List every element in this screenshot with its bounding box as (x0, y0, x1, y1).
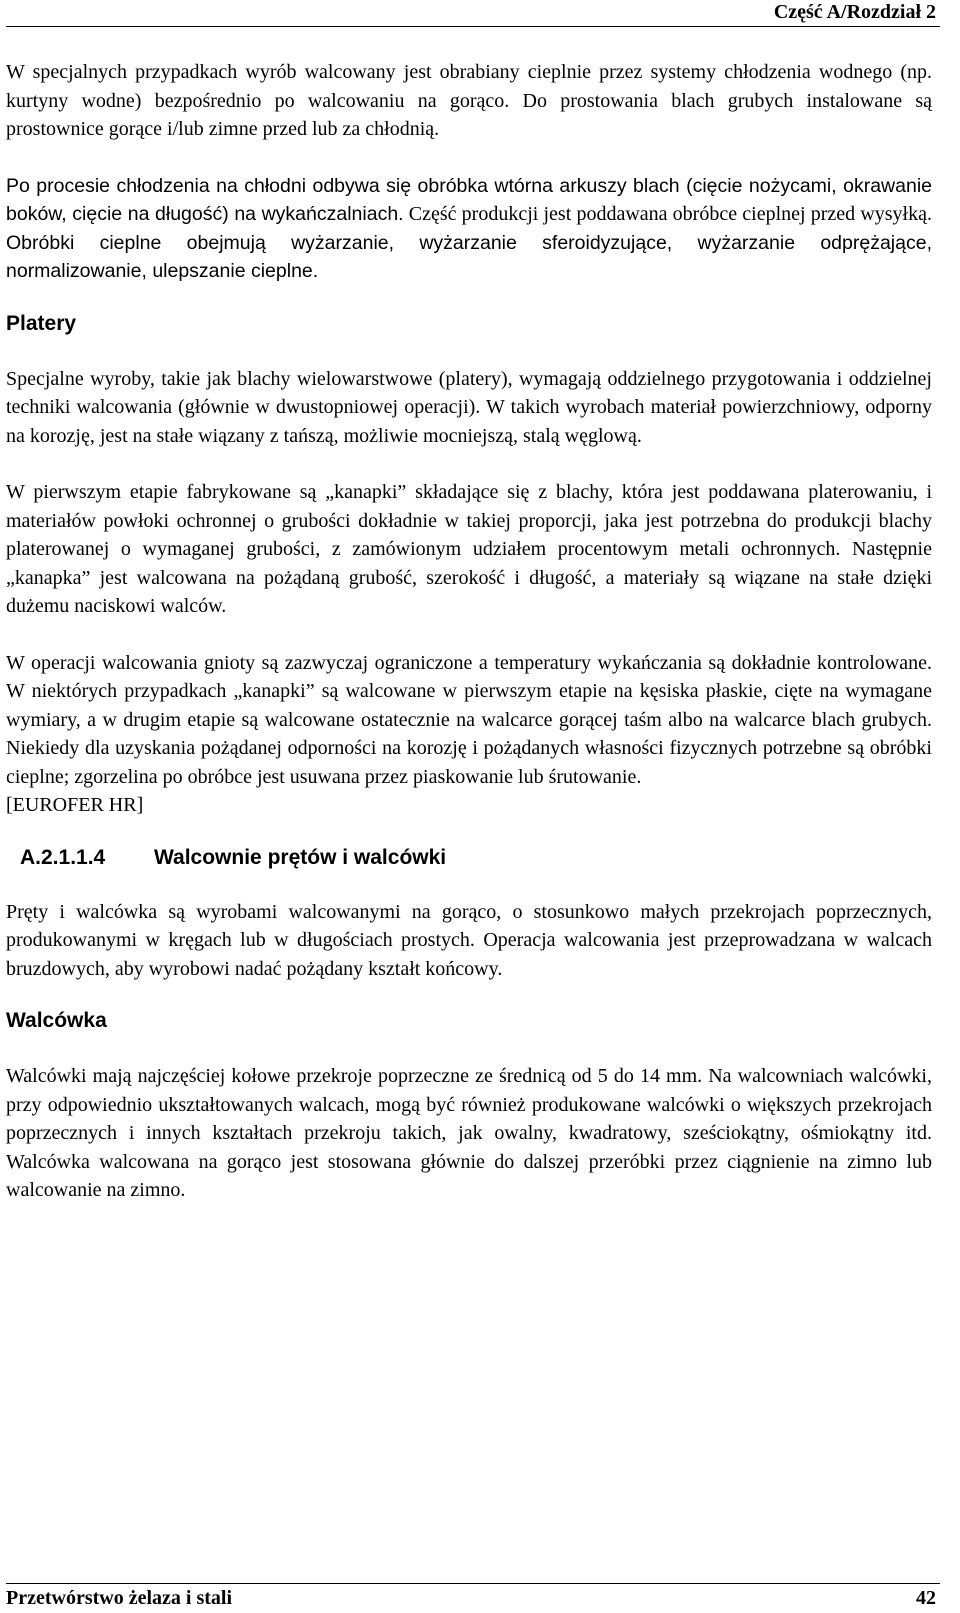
paragraph-finishing-sans: Po procesie chłodzenia na chłodni odbywa się obróbka wtórna arkuszy blach (cięcie nożycami, okrawanie boków, cięcie na długość) na wykańczalniach. (6, 174, 932, 225)
footer-rule (6, 1583, 940, 1584)
paragraph-platery: Specjalne wyroby, takie jak blachy wielowarstwowe (platery), wymagają oddzielnego przygotowania i oddzielnej techniki walcowania (głównie w dwustopniowej operacji). W takich wyrobach materiał powierzchniowy, odporny na korozję, jest na stałe wiązany z tańszą, możliwie mocniejszą, stalą węglową. (6, 367, 932, 447)
running-header: Część A/Rozdział 2 (773, 1, 936, 23)
heading-platery: Platery (6, 311, 77, 335)
section-title: Walcownie prętów i walcówki (154, 845, 447, 869)
paragraph-finishing (6, 172, 932, 286)
paragraph-cooling: W specjalnych przypadkach wyrób walcowany jest obrabiany cieplnie przez systemy chłodzenia wodnego (np. kurtyny wodne) bezpośrednio po walcowaniu na gorąco. Do prostowania blach grubych instalowane są prostownice gorące i/lub zimne przed lub za chłodnią. (6, 61, 932, 140)
section-heading (6, 844, 932, 872)
header-rule (6, 26, 940, 27)
paragraph-finishing-sans-2: Obróbki cieplne obejmują wyżarzanie, wyżarzanie sferoidyzujące, wyżarzanie odprężające, normalizowanie, ulepszanie cieplne. (6, 231, 932, 282)
footer-title: Przetwórstwo żelaza i stali (6, 1587, 233, 1609)
paragraph-finishing-serif-1: Część produkcji jest poddawana obróbce cieplnej przed wysyłką. (403, 203, 932, 225)
reference-eurofer: [EUROFER HR] (6, 794, 144, 816)
paragraph-sandwich: W pierwszym etapie fabrykowane są „kanapki” składające się z blachy, która jest poddawana platerowaniu, i materiałów powłoki ochronnej o grubości dokładnie w takiej proporcji, jaka jest potrzebna do produkcji blachy platerowanej o wymaganej grubości, z zamówionym udziałem procentowym metali ochronnych. Następnie „kanapka” jest walcowana na pożądaną grubość, szerokość i długość, a materiały są wiązane na stałe dzięki dużemu naciskowi walców. (6, 481, 932, 617)
paragraph-wire-rod: Walcówki mają najczęściej kołowe przekroje poprzeczne ze średnicą od 5 do 14 mm. Na walcowniach walcówki, przy odpowiednio ukształtowanych walcach, mogą być również produkowane walcówki o większych przekrojach poprzecznych i innych kształtach przekroju takich, jak owalny, kwadratowy, sześciokątny, ośmiokątny itd. Walcówka walcowana na gorąco jest stosowana głównie do dalszej przeróbki przez ciągnienie na zimno lub walcowanie na zimno. (6, 1065, 932, 1201)
page-number: 42 (916, 1587, 936, 1609)
paragraph-bars: Pręty i walcówka są wyrobami walcowanymi na gorąco, o stosunkowo małych przekrojach poprzecznych, produkowanymi w kręgach lub w długościach prostych. Operacja walcowania jest przeprowadzana w walcach bruzdowych, aby wyrobowi nadać pożądany kształt końcowy. (6, 900, 932, 980)
heading-walcowka: Walcówka (6, 1009, 107, 1032)
paragraph-rolling-operation: W operacji walcowania gnioty są zazwyczaj ograniczone a temperatury wykańczania są dokładnie kontrolowane. W niektórych przypadkach „kanapki” są walcowane w pierwszym etapie na kęsiska płaskie, cięte na wymagane wymiary, a w drugim etapie są walcowane ostatecznie na walcarce gorącej taśm albo na walcarce blach grubych. Niekiedy dla uzyskania pożądanej odporności na korozję i pożądanych własności fizycznych potrzebne są obróbki cieplne; zgorzelina po obróbce jest usuwana przez piaskowanie lub śrutowanie. (6, 651, 932, 788)
section-number: A.2.1.1.4 (20, 845, 106, 869)
page-content (6, 58, 932, 1205)
